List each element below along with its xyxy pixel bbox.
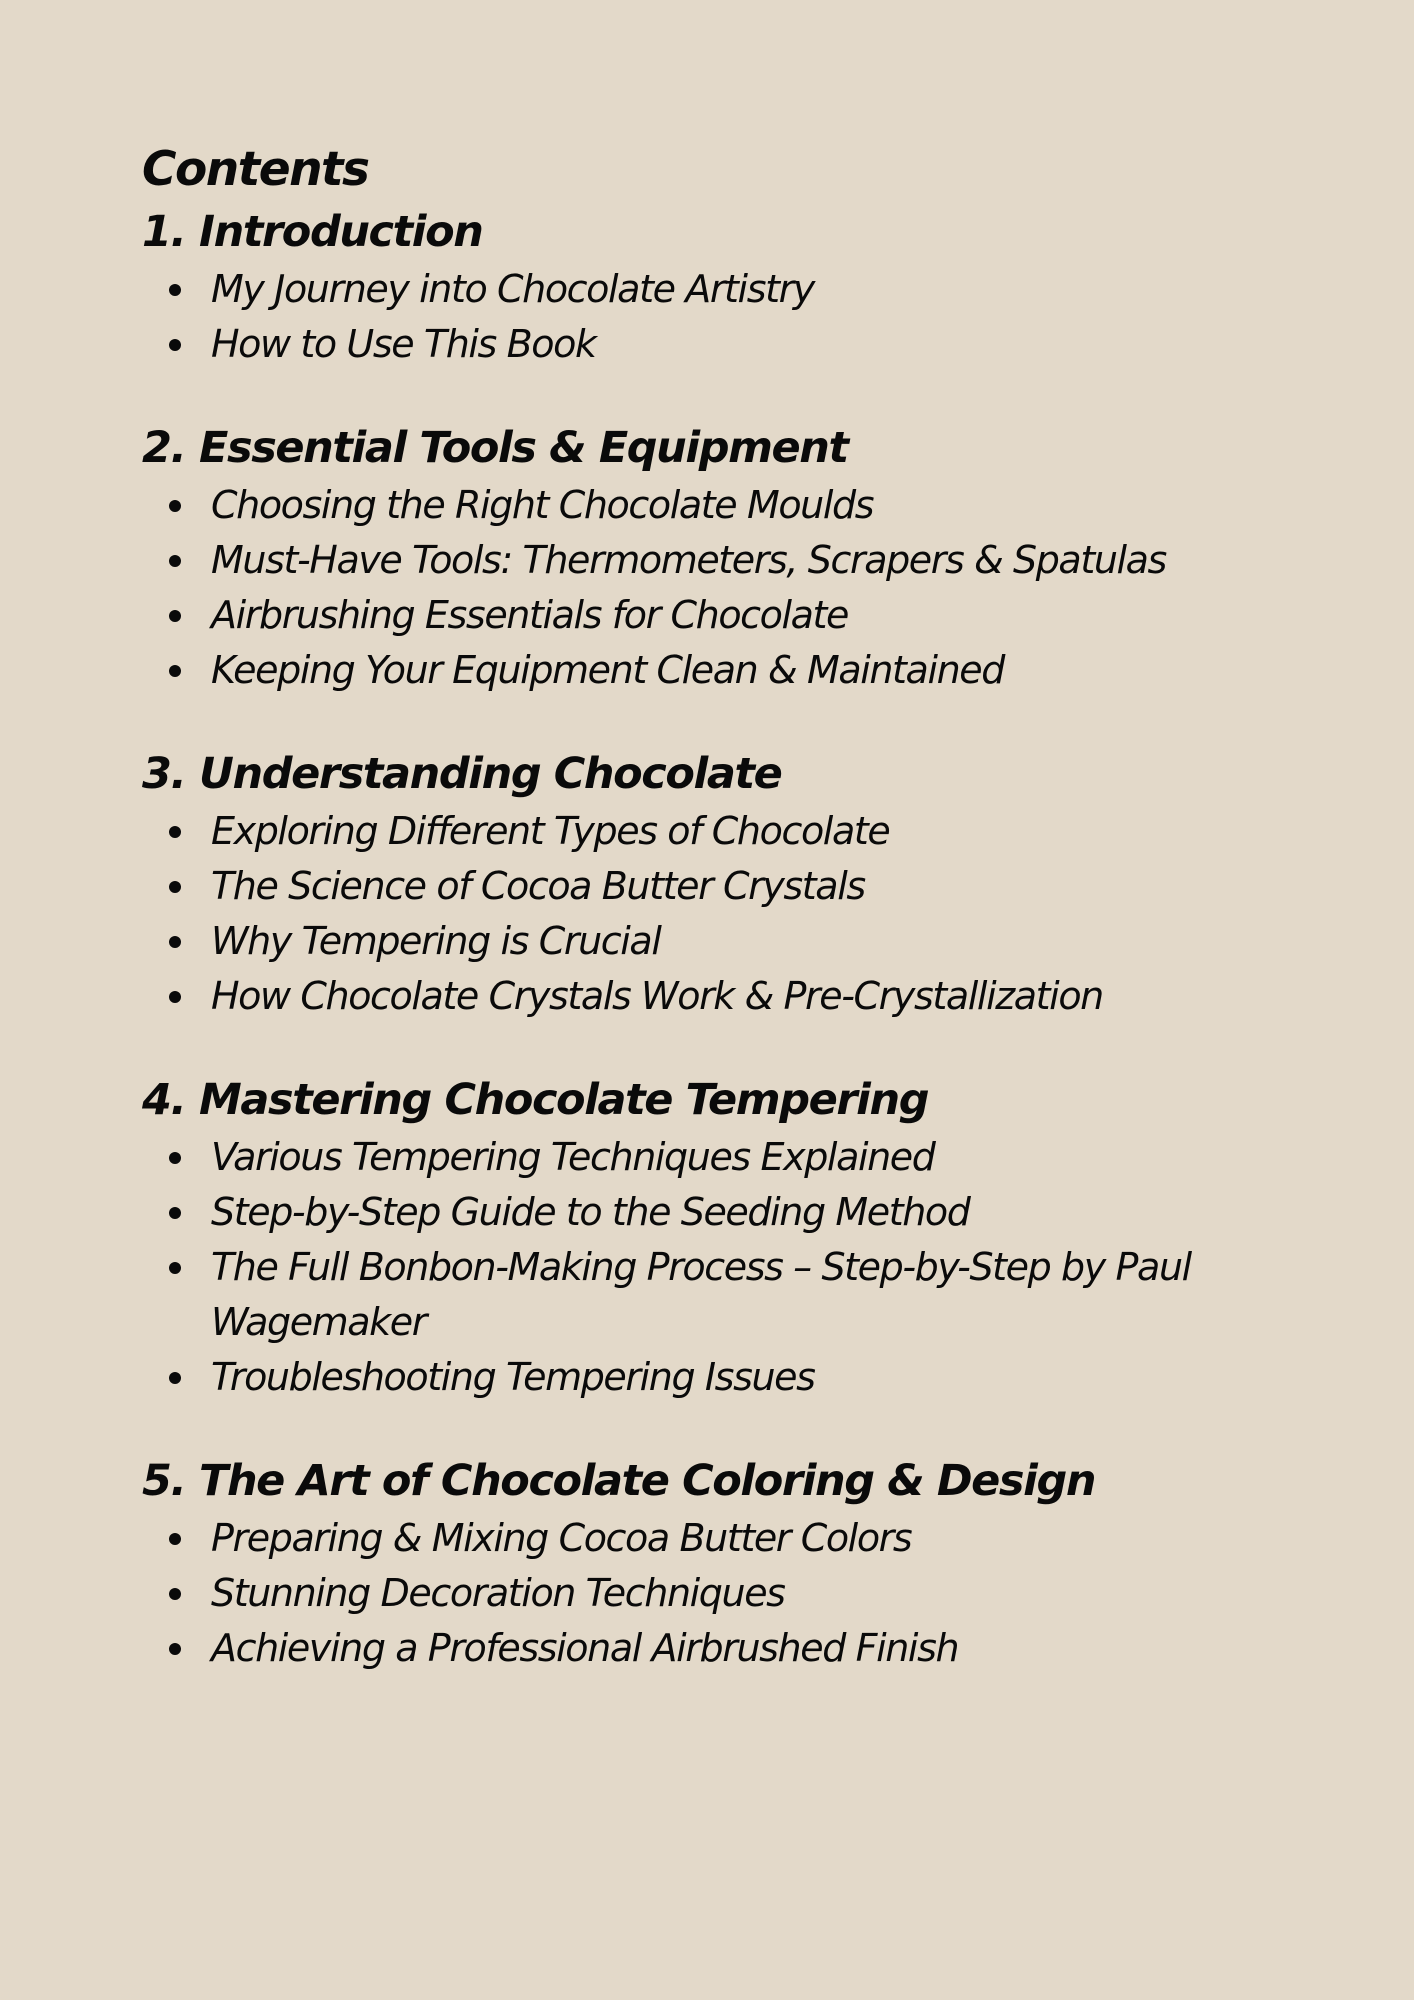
entry-label: How Chocolate Crystals Work & Pre-Crystallization [211,974,1103,1018]
section-tempering [142,1070,1292,1405]
entry-label: Exploring Different Types of Chocolate [211,809,890,853]
list-item [142,1511,1271,1566]
bullet-icon [169,284,181,296]
list-item [142,1350,1271,1405]
page-title: Contents [142,142,369,197]
list-item [142,1185,1271,1240]
list-item [142,1240,1271,1350]
entry-list [142,262,1292,372]
bullet-icon [169,1207,181,1219]
list-item [142,588,1271,643]
bullet-icon [169,339,181,351]
entry-label: Choosing the Right Chocolate Moulds [211,483,874,527]
entry-label: Achieving a Professional Airbrushed Finish [211,1626,959,1670]
bullet-icon [169,555,181,567]
bullet-icon [169,936,181,948]
list-item [142,914,1271,969]
list-item [142,859,1271,914]
entry-label: Airbrushing Essentials for Chocolate [211,593,849,637]
entry-label: Stunning Decoration Techniques [211,1571,785,1615]
entry-label: Keeping Your Equipment Clean & Maintained [211,648,1004,692]
bullet-icon [169,610,181,622]
section-coloring-design [142,1451,1292,1676]
list-item [142,643,1271,698]
list-item [142,804,1271,859]
section-heading: 1. Introduction [142,207,483,257]
entry-label: Preparing & Mixing Cocoa Butter Colors [211,1516,912,1560]
entry-label: How to Use This Book [211,322,596,366]
list-item [142,478,1271,533]
table-of-contents [142,140,1292,1722]
bullet-icon [169,665,181,677]
section-introduction [142,202,1292,372]
list-item [142,317,1271,372]
list-item [142,1621,1271,1676]
bullet-icon [169,1588,181,1600]
entry-label: Why Tempering is Crucial [211,919,661,963]
list-item [142,969,1271,1024]
bullet-icon [169,1262,181,1274]
list-item [142,533,1271,588]
entry-list [142,1511,1292,1676]
entry-list [142,804,1292,1024]
entry-list [142,478,1292,698]
entry-label: Step-by-Step Guide to the Seeding Method [211,1190,970,1234]
entry-label: Troubleshooting Tempering Issues [211,1355,815,1399]
list-item [142,262,1271,317]
entry-label: Various Tempering Techniques Explained [211,1135,935,1179]
bullet-icon [169,881,181,893]
bullet-icon [169,1372,181,1384]
list-item [142,1566,1271,1621]
section-heading: 2. Essential Tools & Equipment [142,423,848,473]
section-understanding-chocolate [142,744,1292,1024]
entry-label: My Journey into Chocolate Artistry [211,267,814,311]
entry-list [142,1130,1292,1405]
bullet-icon [169,1152,181,1164]
entry-label: Must-Have Tools: Thermometers, Scrapers & Spatulas [211,538,1166,582]
list-item [142,1130,1271,1185]
entry-label: The Science of Cocoa Butter Crystals [211,864,865,908]
bullet-icon [169,991,181,1003]
section-heading: 4. Mastering Chocolate Tempering [142,1075,929,1125]
bullet-icon [169,1533,181,1545]
section-tools-equipment [142,418,1292,698]
bullet-icon [169,1643,181,1655]
bullet-icon [169,826,181,838]
section-heading: 3. Understanding Chocolate [142,749,782,799]
bullet-icon [169,500,181,512]
entry-label: The Full Bonbon-Making Process – Step-by-Step by Paul Wagemaker [211,1245,1191,1344]
section-heading: 5. The Art of Chocolate Coloring & Design [142,1456,1096,1506]
